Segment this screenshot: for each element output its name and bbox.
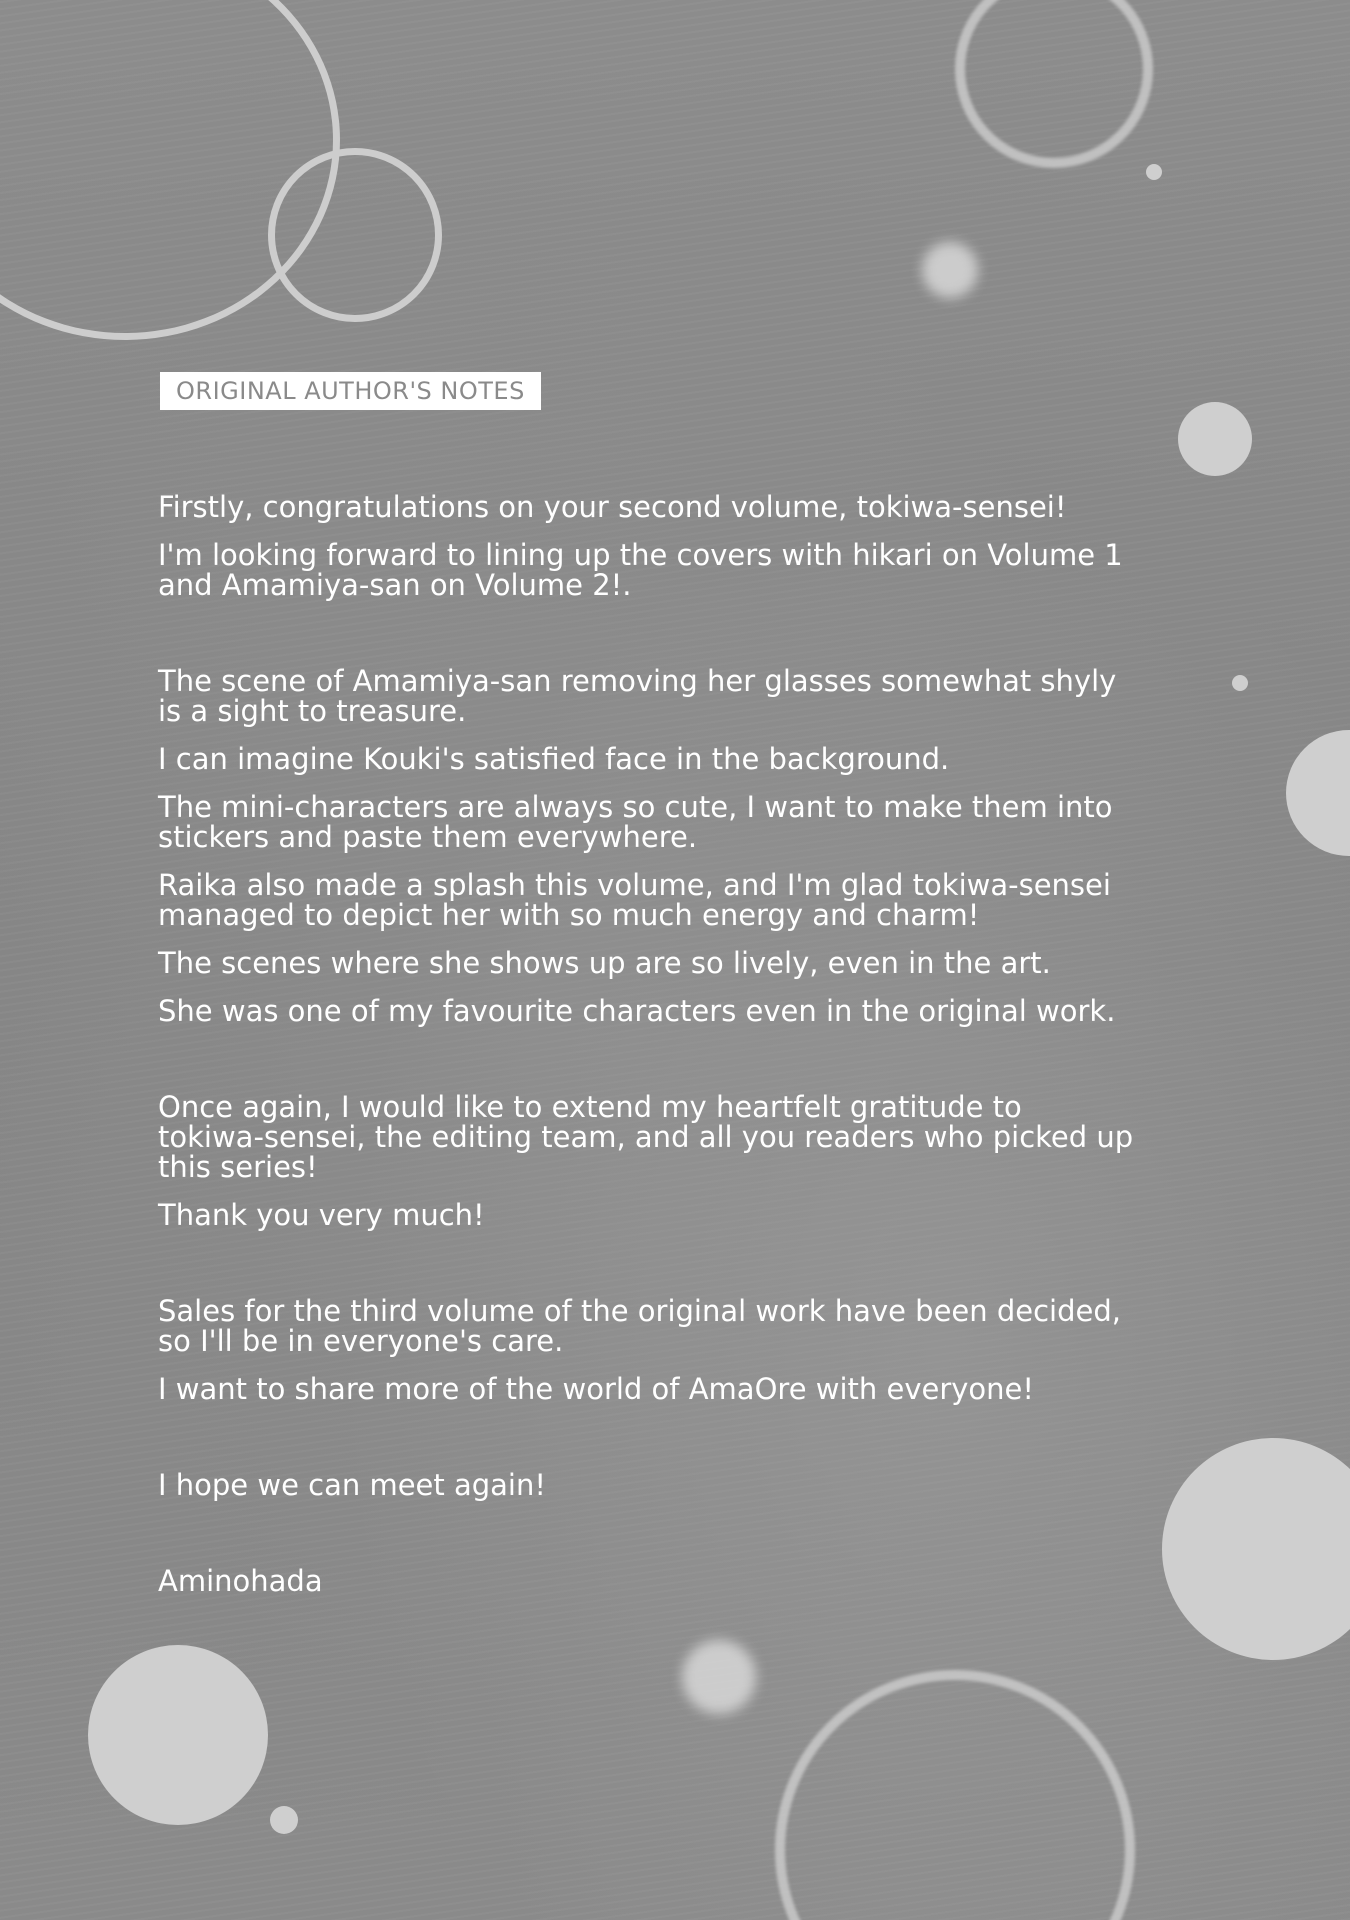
section-title-label: ORIGINAL AUTHOR'S NOTES bbox=[160, 372, 541, 410]
decorative-dot-right-tiny bbox=[1232, 675, 1248, 691]
note-paragraph: The scenes where she shows up are so lively, even in the art. bbox=[158, 946, 1051, 980]
decorative-dot-bottom-blurred bbox=[682, 1640, 756, 1714]
note-paragraph: Sales for the third volume of the original work have been decided, so I'll be in everyone's care. bbox=[158, 1294, 1121, 1358]
note-paragraph: I want to share more of the world of AmaOre with everyone! bbox=[158, 1372, 1035, 1406]
note-paragraph: The mini-characters are always so cute, I want to make them into stickers and paste them everywhere. bbox=[158, 790, 1113, 854]
decorative-ring-top-right bbox=[955, 0, 1153, 168]
note-paragraph: Once again, I would like to extend my heartfelt gratitude to tokiwa-sensei, the editing team, and all you readers who picked up this series! bbox=[158, 1090, 1134, 1184]
decorative-dot-bottom-left bbox=[88, 1645, 268, 1825]
note-paragraph: I hope we can meet again! bbox=[158, 1468, 546, 1502]
note-paragraph: Raika also made a splash this volume, and I'm glad tokiwa-sensei managed to depict her with so much energy and charm! bbox=[158, 868, 1111, 932]
note-paragraph: She was one of my favourite characters even in the original work. bbox=[158, 994, 1116, 1028]
note-paragraph: Firstly, congratulations on your second volume, tokiwa-sensei! bbox=[158, 490, 1067, 524]
decorative-dot-right-upper bbox=[1178, 402, 1252, 476]
decorative-dot-bottom-left-small bbox=[270, 1806, 298, 1834]
author-signature: Aminohada bbox=[158, 1564, 323, 1598]
note-paragraph: I'm looking forward to lining up the covers with hikari on Volume 1 and Amamiya-san on Volume 2!. bbox=[158, 538, 1123, 602]
note-paragraph: The scene of Amamiya-san removing her glasses somewhat shyly is a sight to treasure. bbox=[158, 664, 1117, 728]
decorative-ring-bottom bbox=[775, 1670, 1135, 1920]
note-paragraph: I can imagine Kouki's satisfied face in the background. bbox=[158, 742, 950, 776]
decorative-dot-right-edge bbox=[1286, 730, 1350, 856]
decorative-dot-top-blurred bbox=[922, 242, 978, 298]
author-notes-body bbox=[158, 492, 1218, 1596]
decorative-dot-top-right-small bbox=[1146, 164, 1162, 180]
decorative-ring-small-top-left bbox=[268, 148, 442, 322]
note-paragraph: Thank you very much! bbox=[158, 1198, 485, 1232]
